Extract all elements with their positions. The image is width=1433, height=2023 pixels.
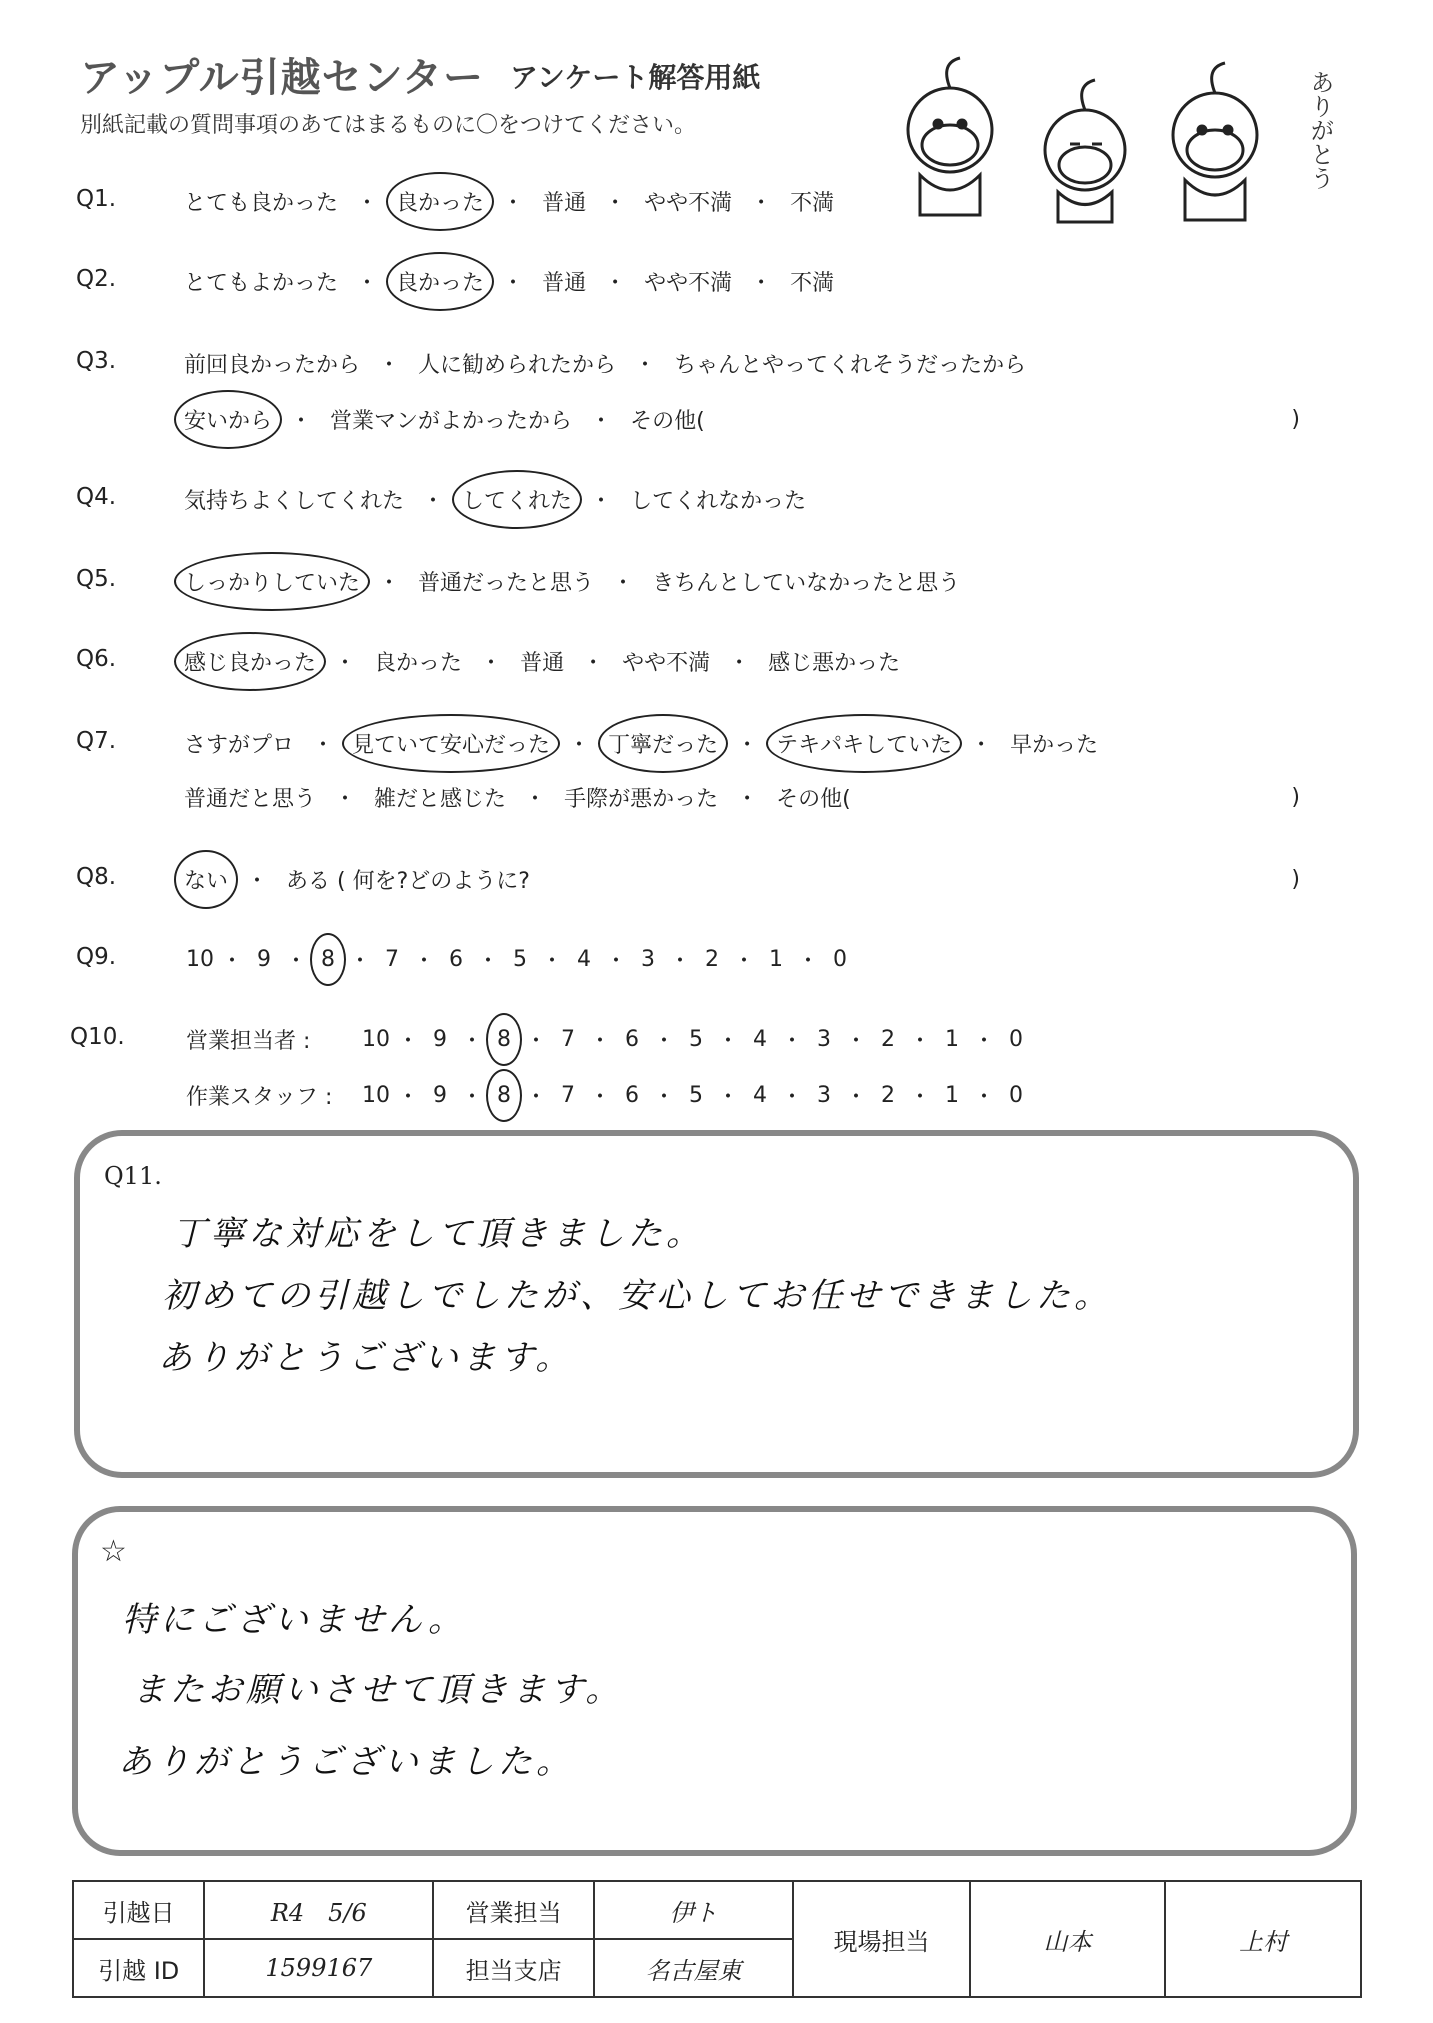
q6-option[interactable]: やや不満	[622, 651, 711, 676]
q5-option[interactable]: きちんとしていなかったと思う	[652, 571, 961, 596]
q10-score-selected[interactable]: 8	[484, 1083, 524, 1108]
q6-options: 感じ良かった ・ 良かった ・ 普通 ・ やや不満 ・ 感じ悪かった	[180, 646, 904, 677]
q8-label: Q8.	[76, 864, 117, 890]
q3-options-line1: 前回良かったから ・ 人に勧められたから ・ ちゃんとやってくれそうだったから	[180, 348, 1030, 379]
info-table	[72, 1880, 1362, 1998]
q9-score[interactable]: 0	[833, 947, 847, 972]
q3-option[interactable]: 営業マンがよかったから	[330, 409, 573, 434]
q2-option[interactable]: 普通	[542, 271, 587, 296]
q7-option-selected[interactable]: 丁寧だった	[604, 728, 722, 759]
q3-option[interactable]: 人に勧められたから	[418, 353, 617, 378]
move-date-value[interactable]: R4 5/6	[204, 1881, 433, 1939]
q3-option[interactable]: 前回良かったから	[184, 353, 361, 378]
q8-paren-close: )	[1291, 867, 1300, 892]
q11-comment-line: 丁寧な対応をして頂きました。	[172, 1214, 704, 1254]
q1-option[interactable]: 普通	[542, 191, 587, 216]
q10-score[interactable]: 2	[881, 1027, 895, 1052]
q10-score[interactable]: 3	[817, 1083, 831, 1108]
q10-score[interactable]: 4	[753, 1083, 767, 1108]
move-id-value[interactable]: 1599167	[204, 1939, 433, 1997]
q9-label: Q9.	[76, 944, 117, 970]
sales-value[interactable]: 伊ト	[594, 1881, 794, 1939]
q11-comment-line: 初めての引越しでしたが、安心してお任せできました。	[162, 1276, 1112, 1316]
q7-option[interactable]: 手際が悪かった	[564, 787, 719, 812]
q4-option[interactable]: してくれなかった	[630, 489, 807, 514]
q10-score[interactable]: 9	[433, 1027, 447, 1052]
q2-option[interactable]: 不満	[790, 271, 835, 296]
q9-score[interactable]: 10	[186, 947, 214, 972]
q10-row-staff: 作業スタッフ : 10 ・ 9 ・ 8 ・ 7 ・ 6 ・ 5 ・ 4 ・ 3 ・ 2 ・ 1 ・ 0	[186, 1080, 1036, 1111]
q7-option-selected[interactable]: 見ていて安心だった	[348, 728, 554, 759]
q10-score[interactable]: 3	[817, 1027, 831, 1052]
q1-option[interactable]: 不満	[790, 191, 835, 216]
extra-comment-line: 特にございません。	[122, 1600, 467, 1640]
q4-label: Q4.	[76, 484, 117, 510]
star-icon: ☆	[100, 1534, 127, 1569]
q11-label: Q11.	[104, 1162, 162, 1190]
mascot-caption: ありがとう	[1306, 70, 1334, 190]
q3-option[interactable]: ちゃんとやってくれそうだったから	[674, 353, 1027, 378]
monkey-icon	[908, 58, 992, 215]
q5-label: Q5.	[76, 566, 117, 592]
q9-score[interactable]: 4	[577, 947, 591, 972]
q9-score[interactable]: 3	[641, 947, 655, 972]
q3-options-line2: 安いから ・ 営業マンがよかったから ・ その他( )	[180, 404, 1300, 435]
q3-label: Q3.	[76, 348, 117, 374]
q7-label: Q7.	[76, 728, 117, 754]
sales-label: 営業担当	[433, 1881, 594, 1939]
q7-option-other[interactable]: その他(	[776, 787, 851, 812]
q2-label: Q2.	[76, 266, 117, 292]
q5-options: しっかりしていた ・ 普通だったと思う ・ きちんとしていなかったと思う	[180, 566, 964, 597]
q10-row-name: 作業スタッフ :	[186, 1085, 333, 1110]
q2-options: とてもよかった ・ 良かった ・ 普通 ・ やや不満 ・ 不満	[180, 266, 838, 297]
q11-comment-box[interactable]	[74, 1130, 1359, 1478]
q6-option[interactable]: 普通	[520, 651, 565, 676]
q3-option-selected[interactable]: 安いから	[180, 404, 276, 435]
q10-score[interactable]: 4	[753, 1027, 767, 1052]
site-value-1[interactable]: 山本	[970, 1881, 1166, 1997]
q5-option-selected[interactable]: しっかりしていた	[180, 566, 364, 597]
monkey-icon	[1173, 63, 1257, 220]
extra-comment-line: ありがとうございました。	[118, 1742, 574, 1782]
q9-score[interactable]: 6	[449, 947, 463, 972]
q7-option[interactable]: 普通だと思う	[184, 787, 317, 812]
q10-score[interactable]: 0	[1009, 1083, 1023, 1108]
q4-options: 気持ちよくしてくれた ・ してくれた ・ してくれなかった	[180, 484, 810, 515]
q7-option[interactable]: 雑だと感じた	[374, 787, 507, 812]
q8-options: ない ・ ある ( 何を?どのように? )	[180, 864, 1300, 895]
q1-label: Q1.	[76, 186, 117, 212]
q10-score[interactable]: 6	[625, 1083, 639, 1108]
q10-score[interactable]: 10	[362, 1083, 390, 1108]
q1-options: とても良かった ・ 良かった ・ 普通 ・ やや不満 ・ 不満	[180, 186, 838, 217]
site-label: 現場担当	[793, 1881, 969, 1997]
q10-score[interactable]: 10	[362, 1027, 390, 1052]
q2-option[interactable]: とてもよかった	[184, 271, 339, 296]
q10-score[interactable]: 2	[881, 1083, 895, 1108]
q6-option[interactable]: 良かった	[374, 651, 463, 676]
q8-option-selected[interactable]: ない	[180, 864, 232, 895]
q7-paren-close: )	[1291, 785, 1300, 810]
q1-option[interactable]: とても良かった	[184, 191, 339, 216]
q2-option-selected[interactable]: 良かった	[392, 266, 488, 297]
q7-option[interactable]: さすがプロ	[184, 733, 295, 758]
q10-label: Q10.	[70, 1024, 125, 1050]
extra-comment-line: またお願いさせて頂きます。	[132, 1670, 624, 1710]
q10-score[interactable]: 0	[1009, 1027, 1023, 1052]
q1-option-selected[interactable]: 良かった	[392, 186, 488, 217]
q8-option[interactable]: ある ( 何を?どのように?	[286, 869, 530, 894]
q10-row-name: 営業担当者 :	[186, 1029, 311, 1054]
monkey-icon	[1045, 80, 1125, 222]
q10-score[interactable]: 7	[561, 1027, 575, 1052]
branch-value[interactable]: 名古屋東	[594, 1939, 794, 1997]
move-id-label: 引越 ID	[73, 1939, 204, 1997]
extra-comment-box[interactable]	[72, 1506, 1357, 1856]
q10-score[interactable]: 5	[689, 1083, 703, 1108]
move-date-label: 引越日	[73, 1881, 204, 1939]
q4-option[interactable]: 気持ちよくしてくれた	[184, 489, 405, 514]
branch-label: 担当支店	[433, 1939, 594, 1997]
q9-scale: 10 ・ 9 ・ 8 ・ 7 ・ 6 ・ 5 ・ 4 ・ 3 ・ 2 ・ 1 ・ 0	[180, 944, 860, 975]
q9-score[interactable]: 5	[513, 947, 527, 972]
q10-score[interactable]: 9	[433, 1083, 447, 1108]
q7-options-line2: 普通だと思う ・ 雑だと感じた ・ 手際が悪かった ・ その他( )	[180, 782, 1300, 813]
q9-score[interactable]: 7	[385, 947, 399, 972]
q2-option[interactable]: やや不満	[644, 271, 733, 296]
q7-option[interactable]: 早かった	[1010, 733, 1099, 758]
q10-score[interactable]: 7	[561, 1083, 575, 1108]
q9-score[interactable]: 1	[769, 947, 783, 972]
q10-score[interactable]: 6	[625, 1027, 639, 1052]
q9-score-selected[interactable]: 8	[308, 947, 348, 972]
q1-option[interactable]: やや不満	[644, 191, 733, 216]
q6-label: Q6.	[76, 646, 117, 672]
q7-options-line1: さすがプロ ・ 見ていて安心だった ・ 丁寧だった ・ テキパキしていた ・ 早かった	[180, 728, 1102, 759]
q10-score[interactable]: 1	[945, 1083, 959, 1108]
form-subtitle: アンケート解答用紙	[510, 61, 761, 94]
q4-option-selected[interactable]: してくれた	[458, 484, 576, 515]
site-value-2[interactable]: 上村	[1165, 1881, 1361, 1997]
q10-score[interactable]: 1	[945, 1027, 959, 1052]
mascot-illustration	[880, 40, 1350, 230]
q9-score[interactable]: 9	[257, 947, 271, 972]
q6-option-selected[interactable]: 感じ良かった	[180, 646, 320, 677]
q6-option[interactable]: 感じ悪かった	[768, 651, 901, 676]
form-title: アップル引越センター	[80, 55, 484, 101]
q3-paren-close: )	[1291, 407, 1300, 432]
instruction-text: 別紙記載の質問事項のあてはまるものに〇をつけてください。	[80, 113, 697, 138]
q10-row-sales: 営業担当者 : 10 ・ 9 ・ 8 ・ 7 ・ 6 ・ 5 ・ 4 ・ 3 ・ 2 ・ 1 ・ 0	[186, 1024, 1036, 1055]
q5-option[interactable]: 普通だったと思う	[418, 571, 595, 596]
q3-option-other[interactable]: その他(	[630, 409, 705, 434]
q10-score-selected[interactable]: 8	[484, 1027, 524, 1052]
q11-comment-line: ありがとうございます。	[158, 1338, 574, 1378]
q9-score[interactable]: 2	[705, 947, 719, 972]
q10-score[interactable]: 5	[689, 1027, 703, 1052]
q7-option-selected[interactable]: テキパキしていた	[772, 728, 956, 759]
